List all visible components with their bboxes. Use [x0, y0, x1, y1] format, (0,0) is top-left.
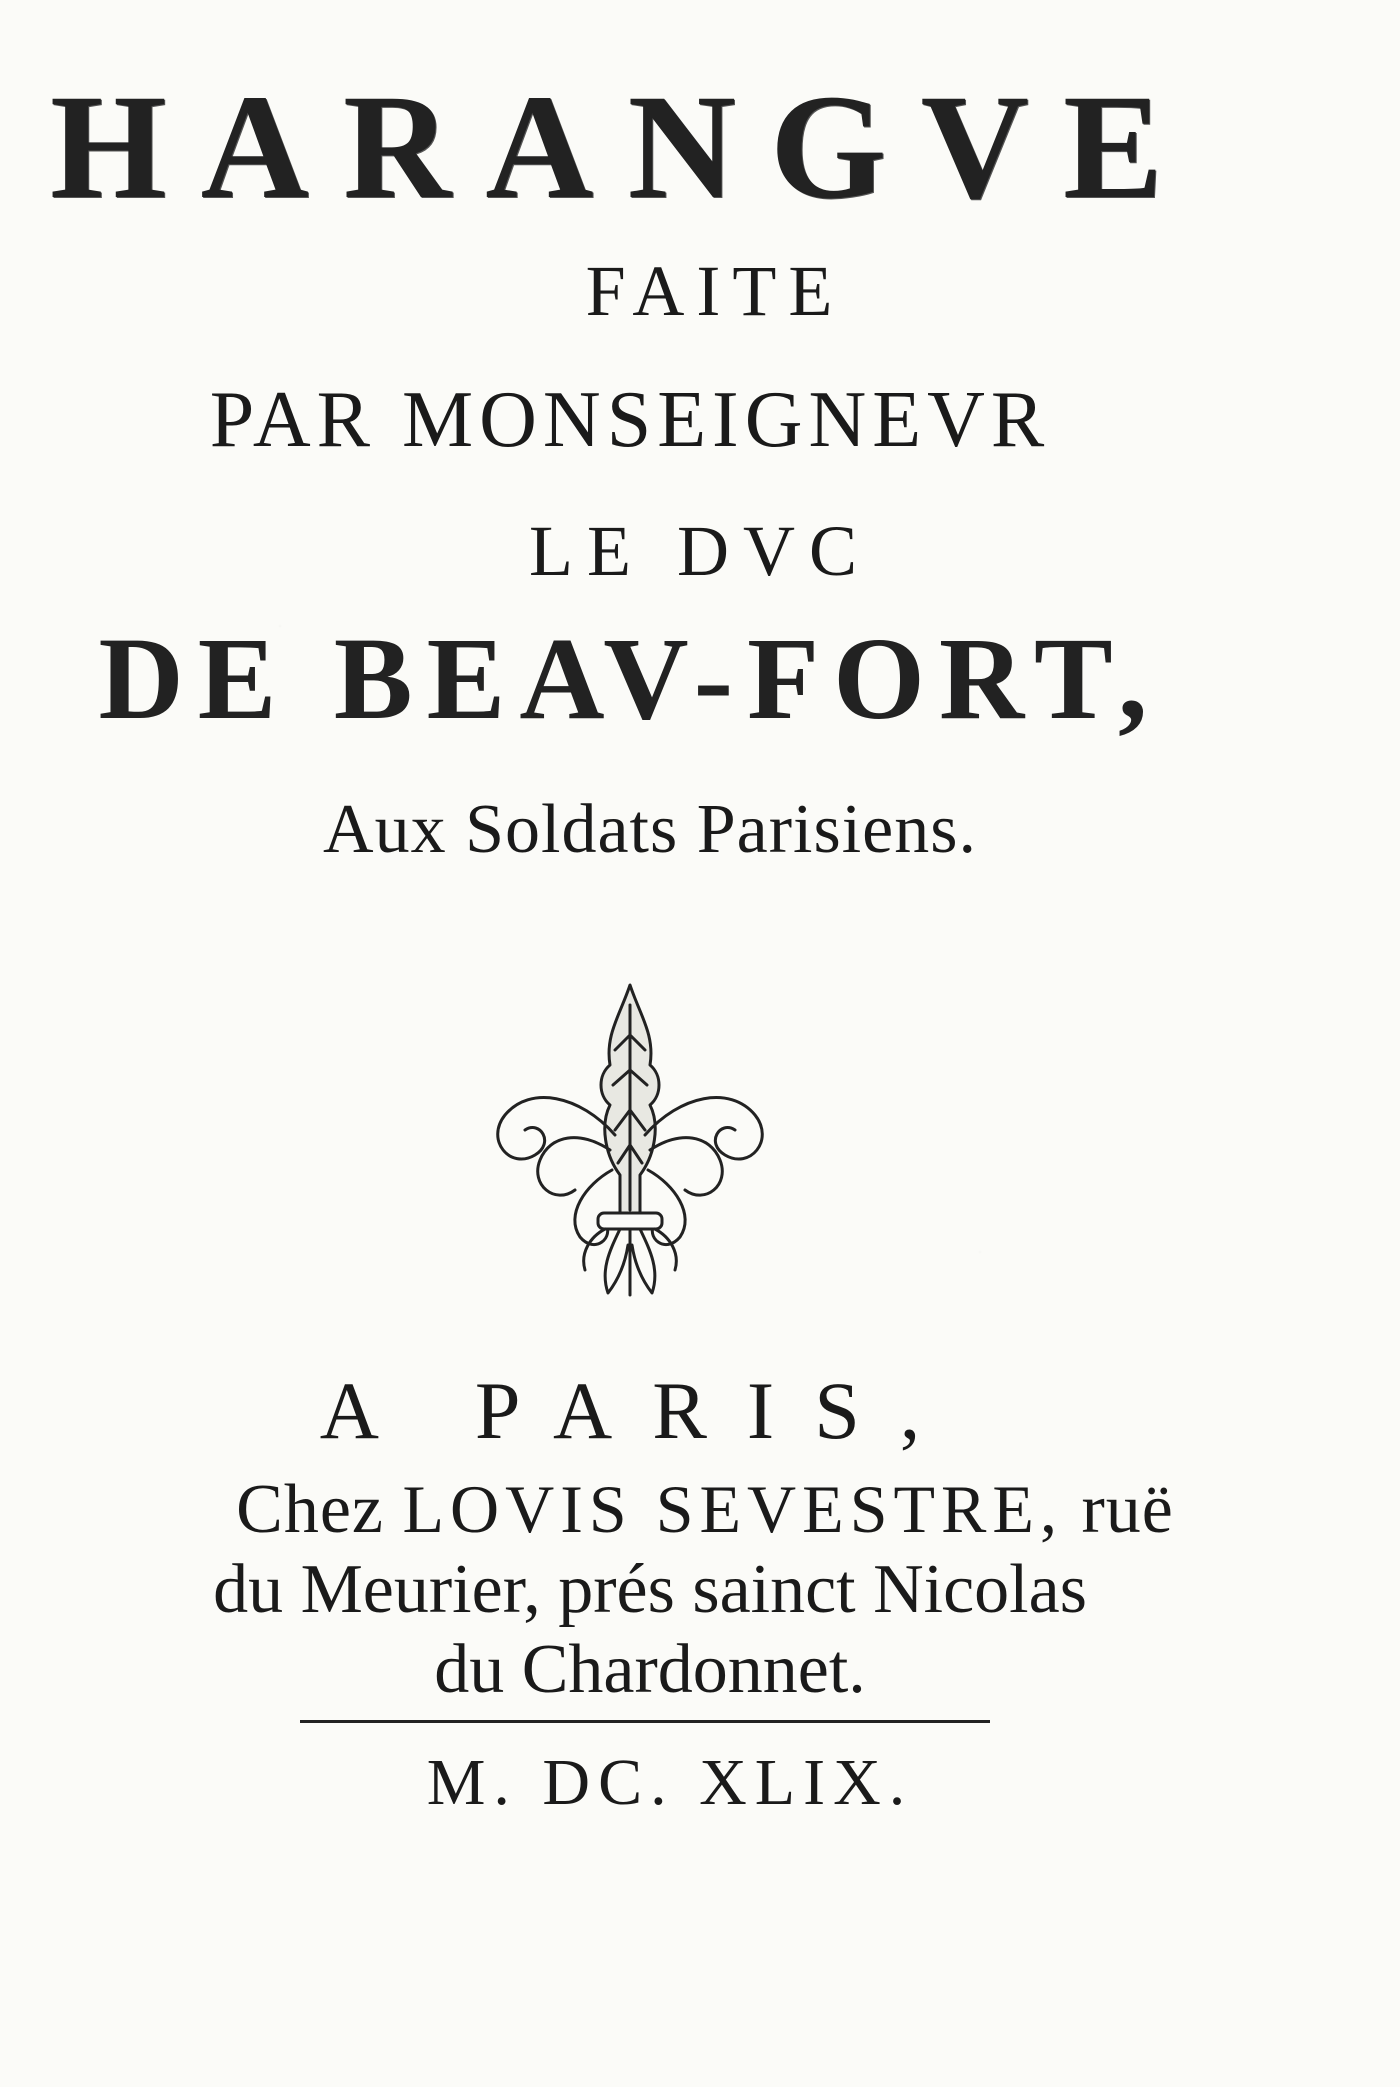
- line-aux-soldats: Aux Soldats Parisiens.: [323, 791, 977, 868]
- page-title: HARANGVE: [50, 64, 1198, 230]
- imprint-printer-name: LOVIS SEVESTRE,: [402, 1471, 1063, 1547]
- horizontal-rule: [300, 1720, 990, 1723]
- fleur-de-lis-icon: [470, 975, 790, 1305]
- imprint-city: A PARIS,: [319, 1365, 961, 1456]
- imprint-date: M. DC. XLIX.: [426, 1746, 914, 1819]
- line-faite: FAITE: [585, 251, 845, 331]
- imprint-chez: Chez: [236, 1471, 384, 1548]
- imprint-rue: ruë: [1081, 1471, 1174, 1548]
- imprint-printer-line: [75, 1471, 1335, 1548]
- imprint-address-line-2: du Chardonnet.: [434, 1631, 866, 1708]
- line-de-beaufort: DE BEAV-FORT,: [98, 613, 1162, 744]
- imprint-address-line-1: du Meurier, prés sainct Nicolas: [213, 1551, 1087, 1628]
- line-le-duc: LE DVC: [529, 511, 871, 591]
- line-par-monseigneur: PAR MONSEIGNEVR: [209, 376, 1051, 464]
